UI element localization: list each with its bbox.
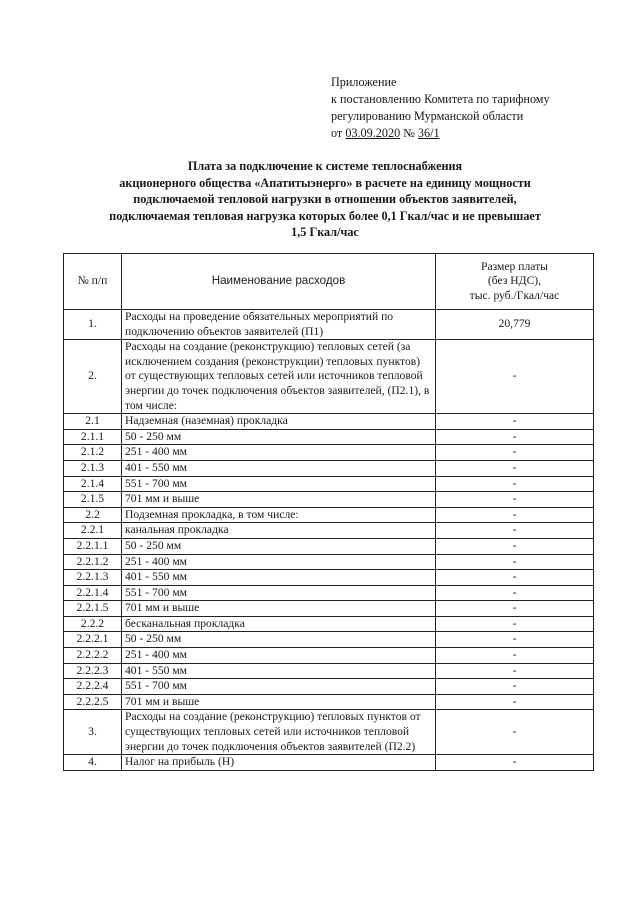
row-value: - — [436, 679, 594, 695]
table-row — [64, 538, 594, 554]
table-row — [64, 585, 594, 601]
row-name: 701 мм и выше — [122, 601, 436, 617]
row-value: - — [436, 663, 594, 679]
title-line: акционерного общества «Апатитыэнерго» в расчете на единицу мощности — [119, 175, 531, 190]
appendix-block — [331, 74, 550, 142]
appendix-line: Приложение — [331, 75, 397, 89]
table-row — [64, 710, 594, 755]
row-value: - — [436, 601, 594, 617]
row-value: - — [436, 523, 594, 539]
table-row — [64, 632, 594, 648]
row-value: - — [436, 445, 594, 461]
row-number: 2.2.1.4 — [64, 585, 122, 601]
table-row — [64, 648, 594, 664]
number-sign: № — [400, 126, 418, 140]
row-name: Налог на прибыль (Н) — [122, 755, 436, 771]
fee-table — [63, 253, 594, 771]
row-number: 2.2.1.5 — [64, 601, 122, 617]
row-number: 4. — [64, 755, 122, 771]
header-value-line: тыс. руб./Гкал/час — [469, 288, 560, 302]
resolution-date: 03.09.2020 — [345, 126, 401, 140]
row-name: 701 мм и выше — [122, 492, 436, 508]
row-value: - — [436, 694, 594, 710]
row-value: - — [436, 429, 594, 445]
table-row — [64, 340, 594, 414]
row-name: 50 - 250 мм — [122, 538, 436, 554]
appendix-date-line — [331, 125, 550, 142]
row-number: 1. — [64, 310, 122, 340]
table-row — [64, 310, 594, 340]
resolution-number: 36/1 — [417, 126, 440, 140]
header-name: Наименование расходов — [122, 254, 436, 310]
row-value: 20,779 — [436, 310, 594, 340]
row-name: Подземная прокладка, в том числе: — [122, 507, 436, 523]
row-number: 2.1.3 — [64, 460, 122, 476]
title-line: Плата за подключение к системе теплоснабжения — [187, 159, 463, 173]
table-row — [64, 601, 594, 617]
table-header-row — [64, 254, 594, 310]
row-number: 2.1.5 — [64, 492, 122, 508]
row-value: - — [436, 616, 594, 632]
row-number: 2.2.2 — [64, 616, 122, 632]
header-num: № п/п — [64, 254, 122, 310]
row-name: 551 - 700 мм — [122, 679, 436, 695]
table-body — [64, 310, 594, 771]
row-number: 2.2.1.2 — [64, 554, 122, 570]
row-number: 2.2.2.2 — [64, 648, 122, 664]
table-row — [64, 507, 594, 523]
row-name: 401 - 550 мм — [122, 663, 436, 679]
row-number: 3. — [64, 710, 122, 755]
table-row — [64, 523, 594, 539]
row-value: - — [436, 492, 594, 508]
row-number: 2.2 — [64, 507, 122, 523]
row-name: 701 мм и выше — [122, 694, 436, 710]
row-value: - — [436, 585, 594, 601]
row-name: Расходы на создание (реконструкцию) тепловых сетей (за исключением создания (реконструкции) тепловых пунктов) от существующих тепловых сетей или источников тепловой энергии до точек подключения объектов заявителей, (П2.1), в том числе: — [122, 340, 436, 414]
row-number: 2.2.2.1 — [64, 632, 122, 648]
row-number: 2.2.1.3 — [64, 570, 122, 586]
row-value: - — [436, 507, 594, 523]
row-number: 2.2.2.3 — [64, 663, 122, 679]
row-name: 251 - 400 мм — [122, 445, 436, 461]
row-value: - — [436, 648, 594, 664]
row-number: 2.2.2.5 — [64, 694, 122, 710]
table-row — [64, 616, 594, 632]
table-row — [64, 460, 594, 476]
row-number: 2. — [64, 340, 122, 414]
row-number: 2.1 — [64, 414, 122, 430]
row-number: 2.2.1 — [64, 523, 122, 539]
table-row — [64, 755, 594, 771]
row-number: 2.1.2 — [64, 445, 122, 461]
table-row — [64, 570, 594, 586]
table-row — [64, 554, 594, 570]
row-value: - — [436, 755, 594, 771]
table-row — [64, 663, 594, 679]
row-name: 401 - 550 мм — [122, 570, 436, 586]
row-name: 251 - 400 мм — [122, 648, 436, 664]
table-row — [64, 492, 594, 508]
row-value: - — [436, 570, 594, 586]
row-name: 401 - 550 мм — [122, 460, 436, 476]
row-value: - — [436, 340, 594, 414]
row-value: - — [436, 476, 594, 492]
table-row — [64, 445, 594, 461]
row-name: бесканальная прокладка — [122, 616, 436, 632]
row-number: 2.2.2.4 — [64, 679, 122, 695]
row-name: 551 - 700 мм — [122, 585, 436, 601]
row-name: канальная прокладка — [122, 523, 436, 539]
header-value — [436, 254, 594, 310]
row-value: - — [436, 710, 594, 755]
table-row — [64, 476, 594, 492]
row-value: - — [436, 632, 594, 648]
row-name: 251 - 400 мм — [122, 554, 436, 570]
row-number: 2.1.1 — [64, 429, 122, 445]
row-value: - — [436, 414, 594, 430]
appendix-line: регулированию Мурманской области — [331, 109, 524, 123]
header-value-line: Размер платы — [481, 259, 548, 273]
title-line: подключаемая тепловая нагрузка которых более 0,1 Гкал/час и не превышает — [109, 208, 541, 223]
row-name: Расходы на создание (реконструкцию) тепловых пунктов от существующих тепловых сетей или источников тепловой энергии до точек подключения объектов заявителей (П2.2) — [122, 710, 436, 755]
title-line: подключаемой тепловой нагрузки в отношении объектов заявителей, — [133, 192, 517, 206]
row-name: Расходы на проведение обязательных мероприятий по подключению объектов заявителей (П1) — [122, 310, 436, 340]
row-name: 551 - 700 мм — [122, 476, 436, 492]
row-name: Надземная (наземная) прокладка — [122, 414, 436, 430]
row-number: 2.1.4 — [64, 476, 122, 492]
table-row — [64, 429, 594, 445]
title-line: 1,5 Гкал/час — [291, 225, 359, 239]
table-row — [64, 679, 594, 695]
row-name: 50 - 250 мм — [122, 429, 436, 445]
document-title — [50, 158, 600, 241]
row-value: - — [436, 460, 594, 476]
table-row — [64, 694, 594, 710]
appendix-line: к постановлению Комитета по тарифному — [331, 92, 550, 106]
table-row — [64, 414, 594, 430]
date-prefix: от — [331, 126, 346, 140]
row-value: - — [436, 554, 594, 570]
row-name: 50 - 250 мм — [122, 632, 436, 648]
header-value-line: (без НДС), — [487, 274, 542, 288]
row-number: 2.2.1.1 — [64, 538, 122, 554]
row-value: - — [436, 538, 594, 554]
